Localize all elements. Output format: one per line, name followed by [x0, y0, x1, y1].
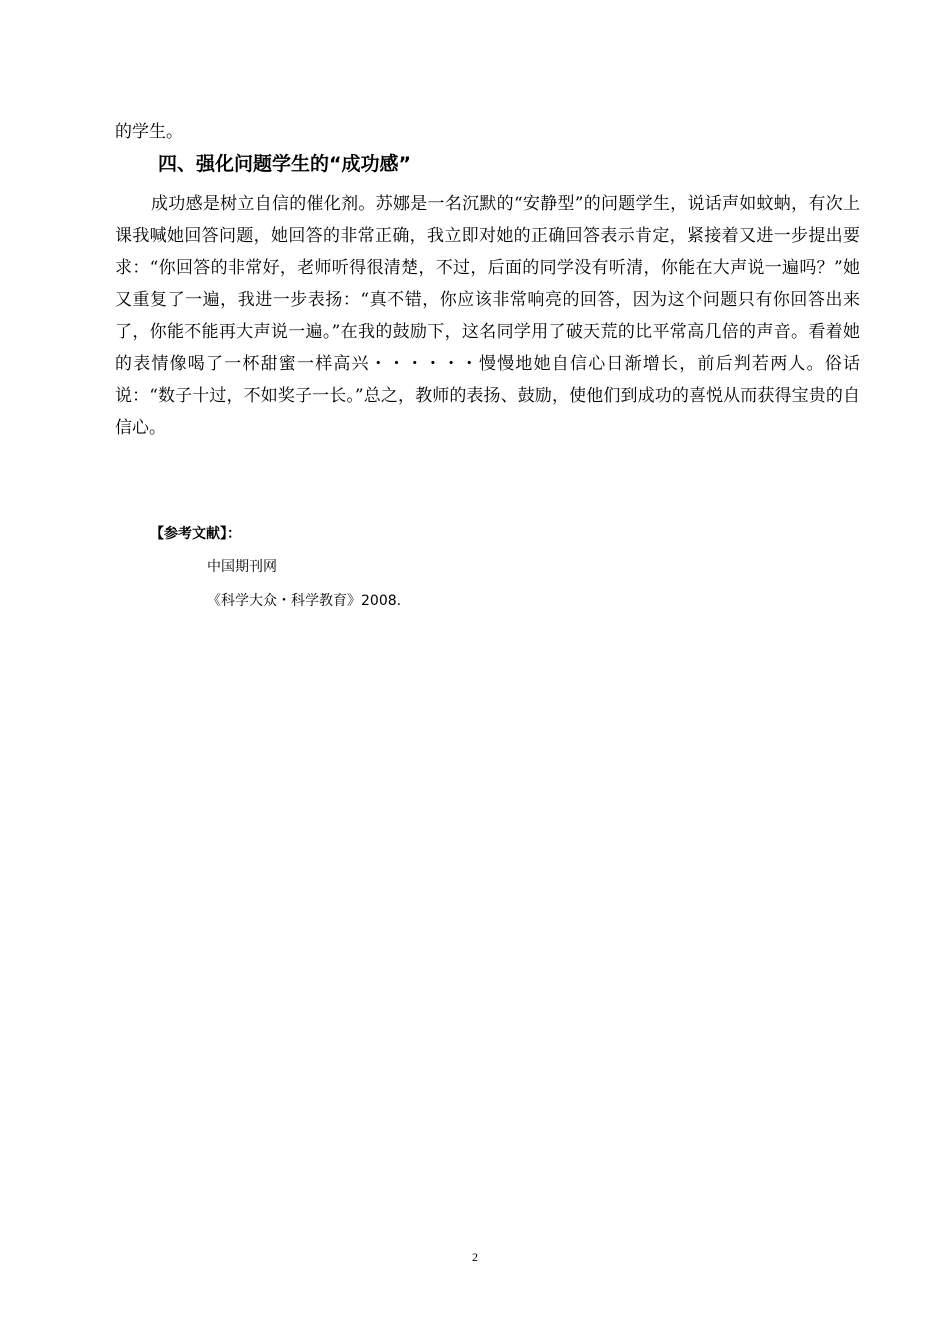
reference-item: 《科学大众・科学教育》2008.: [207, 593, 402, 609]
references-heading: 【参考文献】：: [150, 526, 241, 542]
page-number: 2: [472, 1250, 478, 1264]
carry-over-text: 的学生。: [115, 122, 183, 142]
reference-item: 中国期刊网: [207, 559, 277, 575]
section-heading: 四、强化问题学生的“成功感”: [158, 153, 411, 175]
body-paragraph: 成功感是树立自信的催化剂。苏娜是一名沉默的“安静型”的问题学生，说话声如蚊蚋，有次上课我喊她回答问题，她回答的非常正确，我立即对她的正确回答表示肯定，紧接着又进一步提出要求：“你回答的非常好，老师听得很清楚，不过，后面的同学没有听清，你能在大声说一遍吗？”她又重复了一遍，我进一步表扬：“真不错，你应该非常响亮的回答，因为这个问题只有你回答出来了，你能不能再大声说一遍。”在我的鼓励下，这名同学用了破天荒的比平常高几倍的声音。看着她的表情像喝了一杯甜蜜一样高兴・・・・・・慢慢地她自信心日渐增长，前后判若两人。俗话说：“数子十过，不如奖子一长。”总之，教师的表扬、鼓励，使他们到成功的喜悦从而获得宝贵的自信心。: [115, 194, 860, 438]
